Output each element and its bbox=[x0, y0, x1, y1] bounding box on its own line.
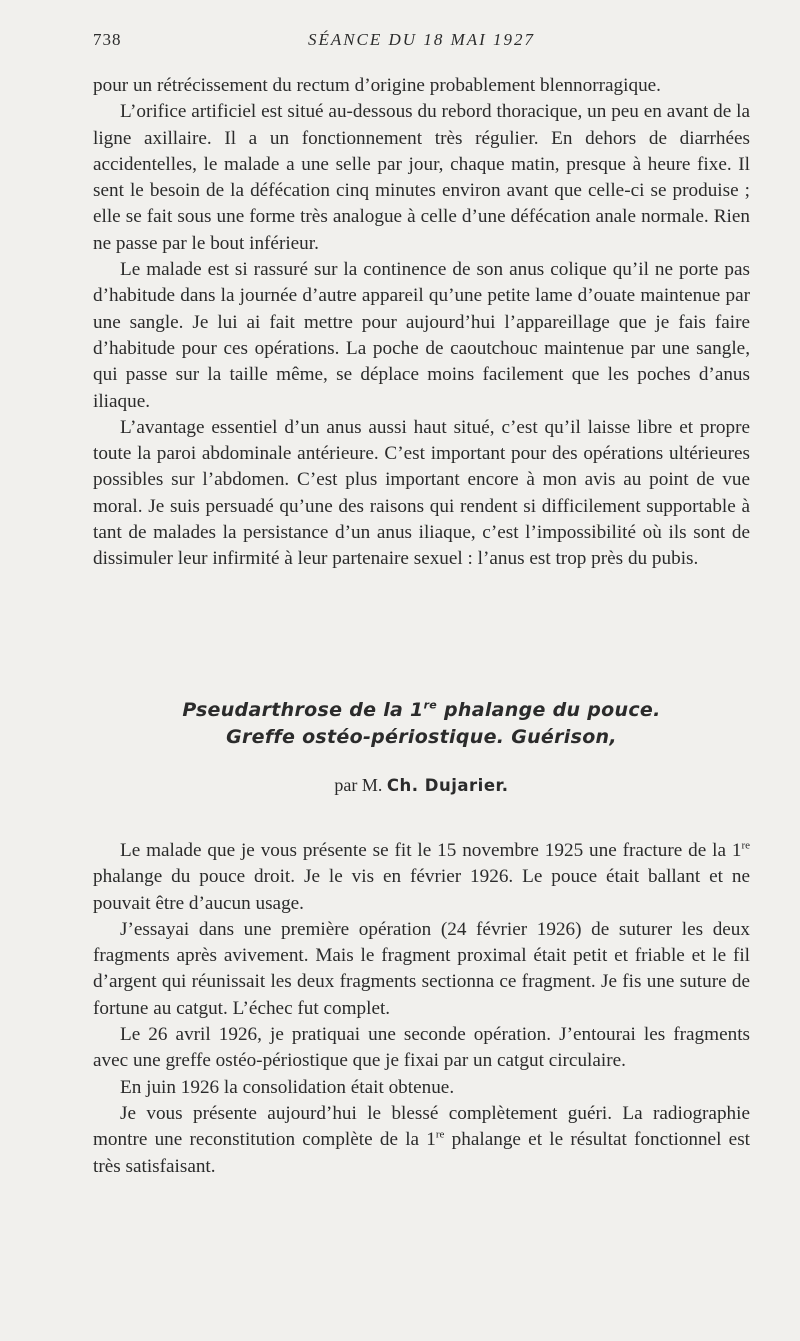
paragraph: Le malade est si rassuré sur la continence de son anus colique qu’il ne porte pas d’habitude dans la journée d’autre appareil qu’une petite lame d’ouate maintenue par une sangle. Je lui ai fait mettre pour aujourd’hui l’appareillage que je fais faire d’habitude pour ces opérations. La poche de caoutchouc maintenue par une sangle, qui passe sur la taille même, se déplace moins facilement que les poches d’anus iliaque. bbox=[93, 259, 750, 412]
article-title bbox=[93, 697, 750, 751]
paragraph: J’essayai dans une première opération (24 février 1926) de suturer les deux fragments après avivement. Mais le fragment proximal était petit et friable et le fil d’argent qui réunissait les deux fragments sectionna ce fragment. Je fis une suture de fortune au catgut. L’échec fut complet. bbox=[93, 918, 750, 1019]
running-header bbox=[93, 30, 750, 54]
header-title: SÉANCE DU 18 MAI 1927 bbox=[307, 30, 536, 49]
paragraph: L’orifice artificiel est situé au-dessous du rebord thoracique, un peu en avant de la ligne axillaire. Il a un fonctionnement très régulier. En dehors de diarrhées accidentelles, le malade a une selle par jour, chaque matin, presque à heure fixe. Il sent le besoin de la défécation cinq minutes environ avant que celle-ci se produise ; elle se fait sous une forme très analogue à celle d’une défécation anale normale. Rien ne passe par le bout inférieur. bbox=[93, 101, 750, 254]
article-body bbox=[93, 838, 750, 1180]
byline bbox=[93, 775, 750, 796]
article-title-line-2: Greffe ostéo-périostique. Guérison, bbox=[226, 726, 617, 748]
page-number: 738 bbox=[93, 30, 122, 49]
paragraph: Le 26 avril 1926, je pratiquai une seconde opération. J’entourai les fragments avec une greffe ostéo-périostique que je fixai par un catgut circulaire. bbox=[93, 1024, 750, 1072]
paragraph: En juin 1926 la consolidation était obtenue. bbox=[120, 1076, 455, 1098]
previous-article-text bbox=[93, 73, 750, 573]
paragraph: L’avantage essentiel d’un anus aussi haut situé, c’est qu’il laisse libre et propre toute la paroi abdominale antérieure. C’est important pour des opérations ultérieures possibles sur l’abdomen. C’est plus important encore à mon avis au point de vue moral. Je suis persuadé qu’une des raisons qui rendent si difficilement supportable à tant de malades la persistance d’un anus iliaque, c’est l’impossibilité où ils sont de dissimuler leur infirmité à leur partenaire sexuel : l’anus est trop près du pubis. bbox=[93, 416, 750, 570]
author-name: Ch. Dujarier. bbox=[386, 776, 509, 795]
paragraph: pour un rétrécissement du rectum d’origine probablement blennorragique. bbox=[93, 75, 661, 96]
byline-prefix: par M. bbox=[334, 775, 383, 795]
article-title-line-1: Pseudarthrose de la 1re phalange du pouce. bbox=[182, 698, 661, 721]
paragraph: Je vous présente aujourd’hui le blessé complètement guéri. La radiographie montre une reconstitution complète de la 1re phalange et le résultat fonctionnel est très satisfaisant. bbox=[93, 1102, 750, 1177]
paragraph: Le malade que je vous présente se fit le 15 novembre 1925 une fracture de la 1re phalange du pouce droit. Je le vis en février 1926. Le pouce était ballant et ne pouvait être d’aucun usage. bbox=[93, 839, 750, 914]
